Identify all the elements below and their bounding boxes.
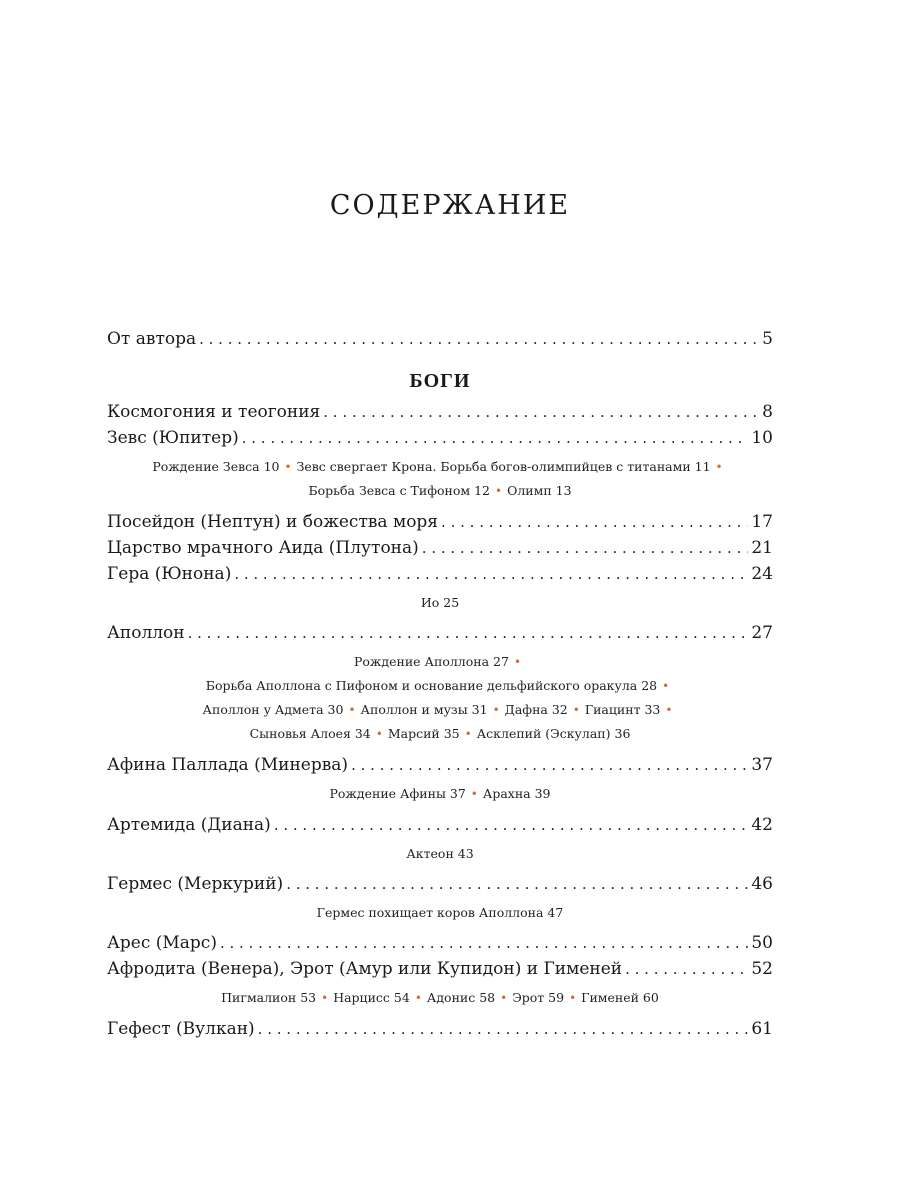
subtopic-item: Борьба Аполлона с Пифоном и основание дельфийского оракула 28 (205, 678, 658, 693)
toc-entry (107, 509, 773, 535)
dot-leader (234, 561, 748, 587)
subtopic-line (107, 842, 773, 865)
subtopic-item: Ио 25 (420, 595, 460, 610)
subtopic-item: Зевс свергает Крона. Борьба богов-олимпийцев с титанами 11 (296, 459, 711, 474)
subtopics (107, 842, 773, 865)
toc-entry-page: 42 (751, 815, 773, 835)
subtopic-item: Гермес похищает коров Аполлона 47 (316, 905, 564, 920)
subtopic-line (107, 722, 773, 746)
dot-leader (274, 812, 749, 838)
subtopic-item: Арахна 39 (482, 786, 551, 801)
bullet-separator: • (569, 991, 577, 1005)
toc-entry (107, 326, 773, 352)
subtopic-line (107, 479, 773, 503)
toc-entry-page: 46 (751, 874, 773, 894)
toc-entry (107, 425, 773, 451)
toc-entry-page: 21 (751, 538, 773, 558)
subtopics (107, 455, 773, 503)
dot-leader (422, 535, 749, 561)
toc-entry (107, 752, 773, 778)
subtopic-line (107, 782, 773, 806)
bullet-separator: • (572, 703, 580, 717)
dot-leader (286, 871, 748, 897)
toc-entry-title: От автора (107, 329, 197, 349)
toc-entry-title: Афина Паллада (Минерва) (107, 755, 349, 775)
subtopic-item: Олимп 13 (507, 483, 572, 498)
subtopic-line (107, 591, 773, 614)
toc-entry-title: Царство мрачного Аида (Плутона) (107, 538, 419, 558)
subtopic-line (107, 901, 773, 924)
subtopic-item: Рождение Зевса 10 (152, 459, 280, 474)
toc-entry-title: Аполлон (107, 623, 185, 643)
toc-entry (107, 561, 773, 587)
bullet-separator: • (348, 703, 356, 717)
subtopic-item: Рождение Аполлона 27 (353, 654, 509, 669)
subtopic-item: Аполлон и музы 31 (360, 702, 488, 717)
subtopic-item: Гименей 60 (581, 990, 659, 1005)
bullet-separator: • (414, 991, 422, 1005)
subtopic-line (107, 455, 773, 479)
subtopics (107, 591, 773, 614)
toc-entry (107, 871, 773, 897)
toc-entry-page: 24 (751, 564, 773, 584)
subtopic-item: Аполлон у Адмета 30 (202, 702, 344, 717)
bullet-separator: • (513, 655, 522, 669)
subtopic-item: Адонис 58 (426, 990, 496, 1005)
toc-entry-page: 27 (751, 623, 773, 643)
bullet-separator: • (464, 727, 472, 741)
toc-entry-title: Артемида (Диана) (107, 815, 271, 835)
toc-entry-page: 50 (751, 933, 773, 953)
toc-entry-page: 37 (751, 755, 773, 775)
toc-entry-title: Гера (Юнона) (107, 564, 232, 584)
toc-entry (107, 399, 773, 425)
subtopic-item: Пигмалион 53 (221, 990, 317, 1005)
toc-entry-title: Афродита (Венера), Эрот (Амур или Купидон) и Гименей (107, 959, 623, 979)
subtopic-item: Актеон 43 (406, 846, 474, 861)
bullet-separator: • (470, 787, 478, 801)
subtopic-item: Рождение Афины 37 (329, 786, 466, 801)
toc-entry-page: 10 (751, 428, 773, 448)
dot-leader (242, 425, 749, 451)
toc-entry (107, 620, 773, 646)
subtopics (107, 650, 773, 746)
toc-entry-title: Космогония и теогония (107, 402, 321, 422)
subtopics (107, 901, 773, 924)
toc-entry (107, 956, 773, 982)
subtopic-line (107, 698, 773, 722)
toc-entry-title: Гермес (Меркурий) (107, 874, 284, 894)
dot-leader (258, 1016, 749, 1042)
subtopics (107, 782, 773, 806)
toc-entry-page: 17 (751, 512, 773, 532)
toc-entry (107, 812, 773, 838)
dot-leader (199, 326, 759, 352)
subtopic-item: Нарцисс 54 (333, 990, 410, 1005)
front-matter (107, 326, 773, 352)
table-of-contents (107, 326, 773, 1042)
subtopic-item: Сыновья Алоея 34 (249, 726, 371, 741)
subtopic-item: Дафна 32 (504, 702, 568, 717)
bullet-separator: • (662, 679, 670, 693)
toc-entry-title: Посейдон (Нептун) и божества моря (107, 512, 439, 532)
bullet-separator: • (715, 460, 723, 474)
toc-entry-title: Зевс (Юпитер) (107, 428, 239, 448)
subtopic-line (107, 650, 773, 674)
subtopic-item: Асклепий (Эскулап) 36 (476, 726, 631, 741)
dot-leader (188, 620, 749, 646)
bullet-separator: • (500, 991, 508, 1005)
dot-leader (441, 509, 748, 535)
toc-entry (107, 535, 773, 561)
bullet-separator: • (284, 460, 292, 474)
subtopics (107, 986, 773, 1010)
toc-entry-page: 52 (751, 959, 773, 979)
toc-entry (107, 930, 773, 956)
toc-entry-page: 5 (762, 329, 773, 349)
bullet-separator: • (375, 727, 383, 741)
subtopic-line (107, 674, 773, 698)
bullet-separator: • (492, 703, 500, 717)
toc-entry-title: Гефест (Вулкан) (107, 1019, 255, 1039)
toc-entries (107, 399, 773, 1042)
bullet-separator: • (665, 703, 673, 717)
dot-leader (351, 752, 748, 778)
subtopic-item: Борьба Зевса с Тифоном 12 (308, 483, 490, 498)
bullet-separator: • (495, 484, 503, 498)
dot-leader (220, 930, 748, 956)
bullet-separator: • (321, 991, 329, 1005)
dot-leader (625, 956, 748, 982)
toc-entry-title: Арес (Марс) (107, 933, 217, 953)
subtopic-item: Гиацинт 33 (584, 702, 661, 717)
subtopic-item: Марсий 35 (387, 726, 460, 741)
section-heading: БОГИ (409, 370, 471, 392)
dot-leader (323, 399, 759, 425)
toc-entry-page: 8 (762, 402, 773, 422)
toc-entry-page: 61 (751, 1019, 773, 1039)
page-title: СОДЕРЖАНИЕ (329, 190, 571, 222)
subtopic-line (107, 986, 773, 1010)
toc-entry (107, 1016, 773, 1042)
subtopic-item: Эрот 59 (512, 990, 565, 1005)
